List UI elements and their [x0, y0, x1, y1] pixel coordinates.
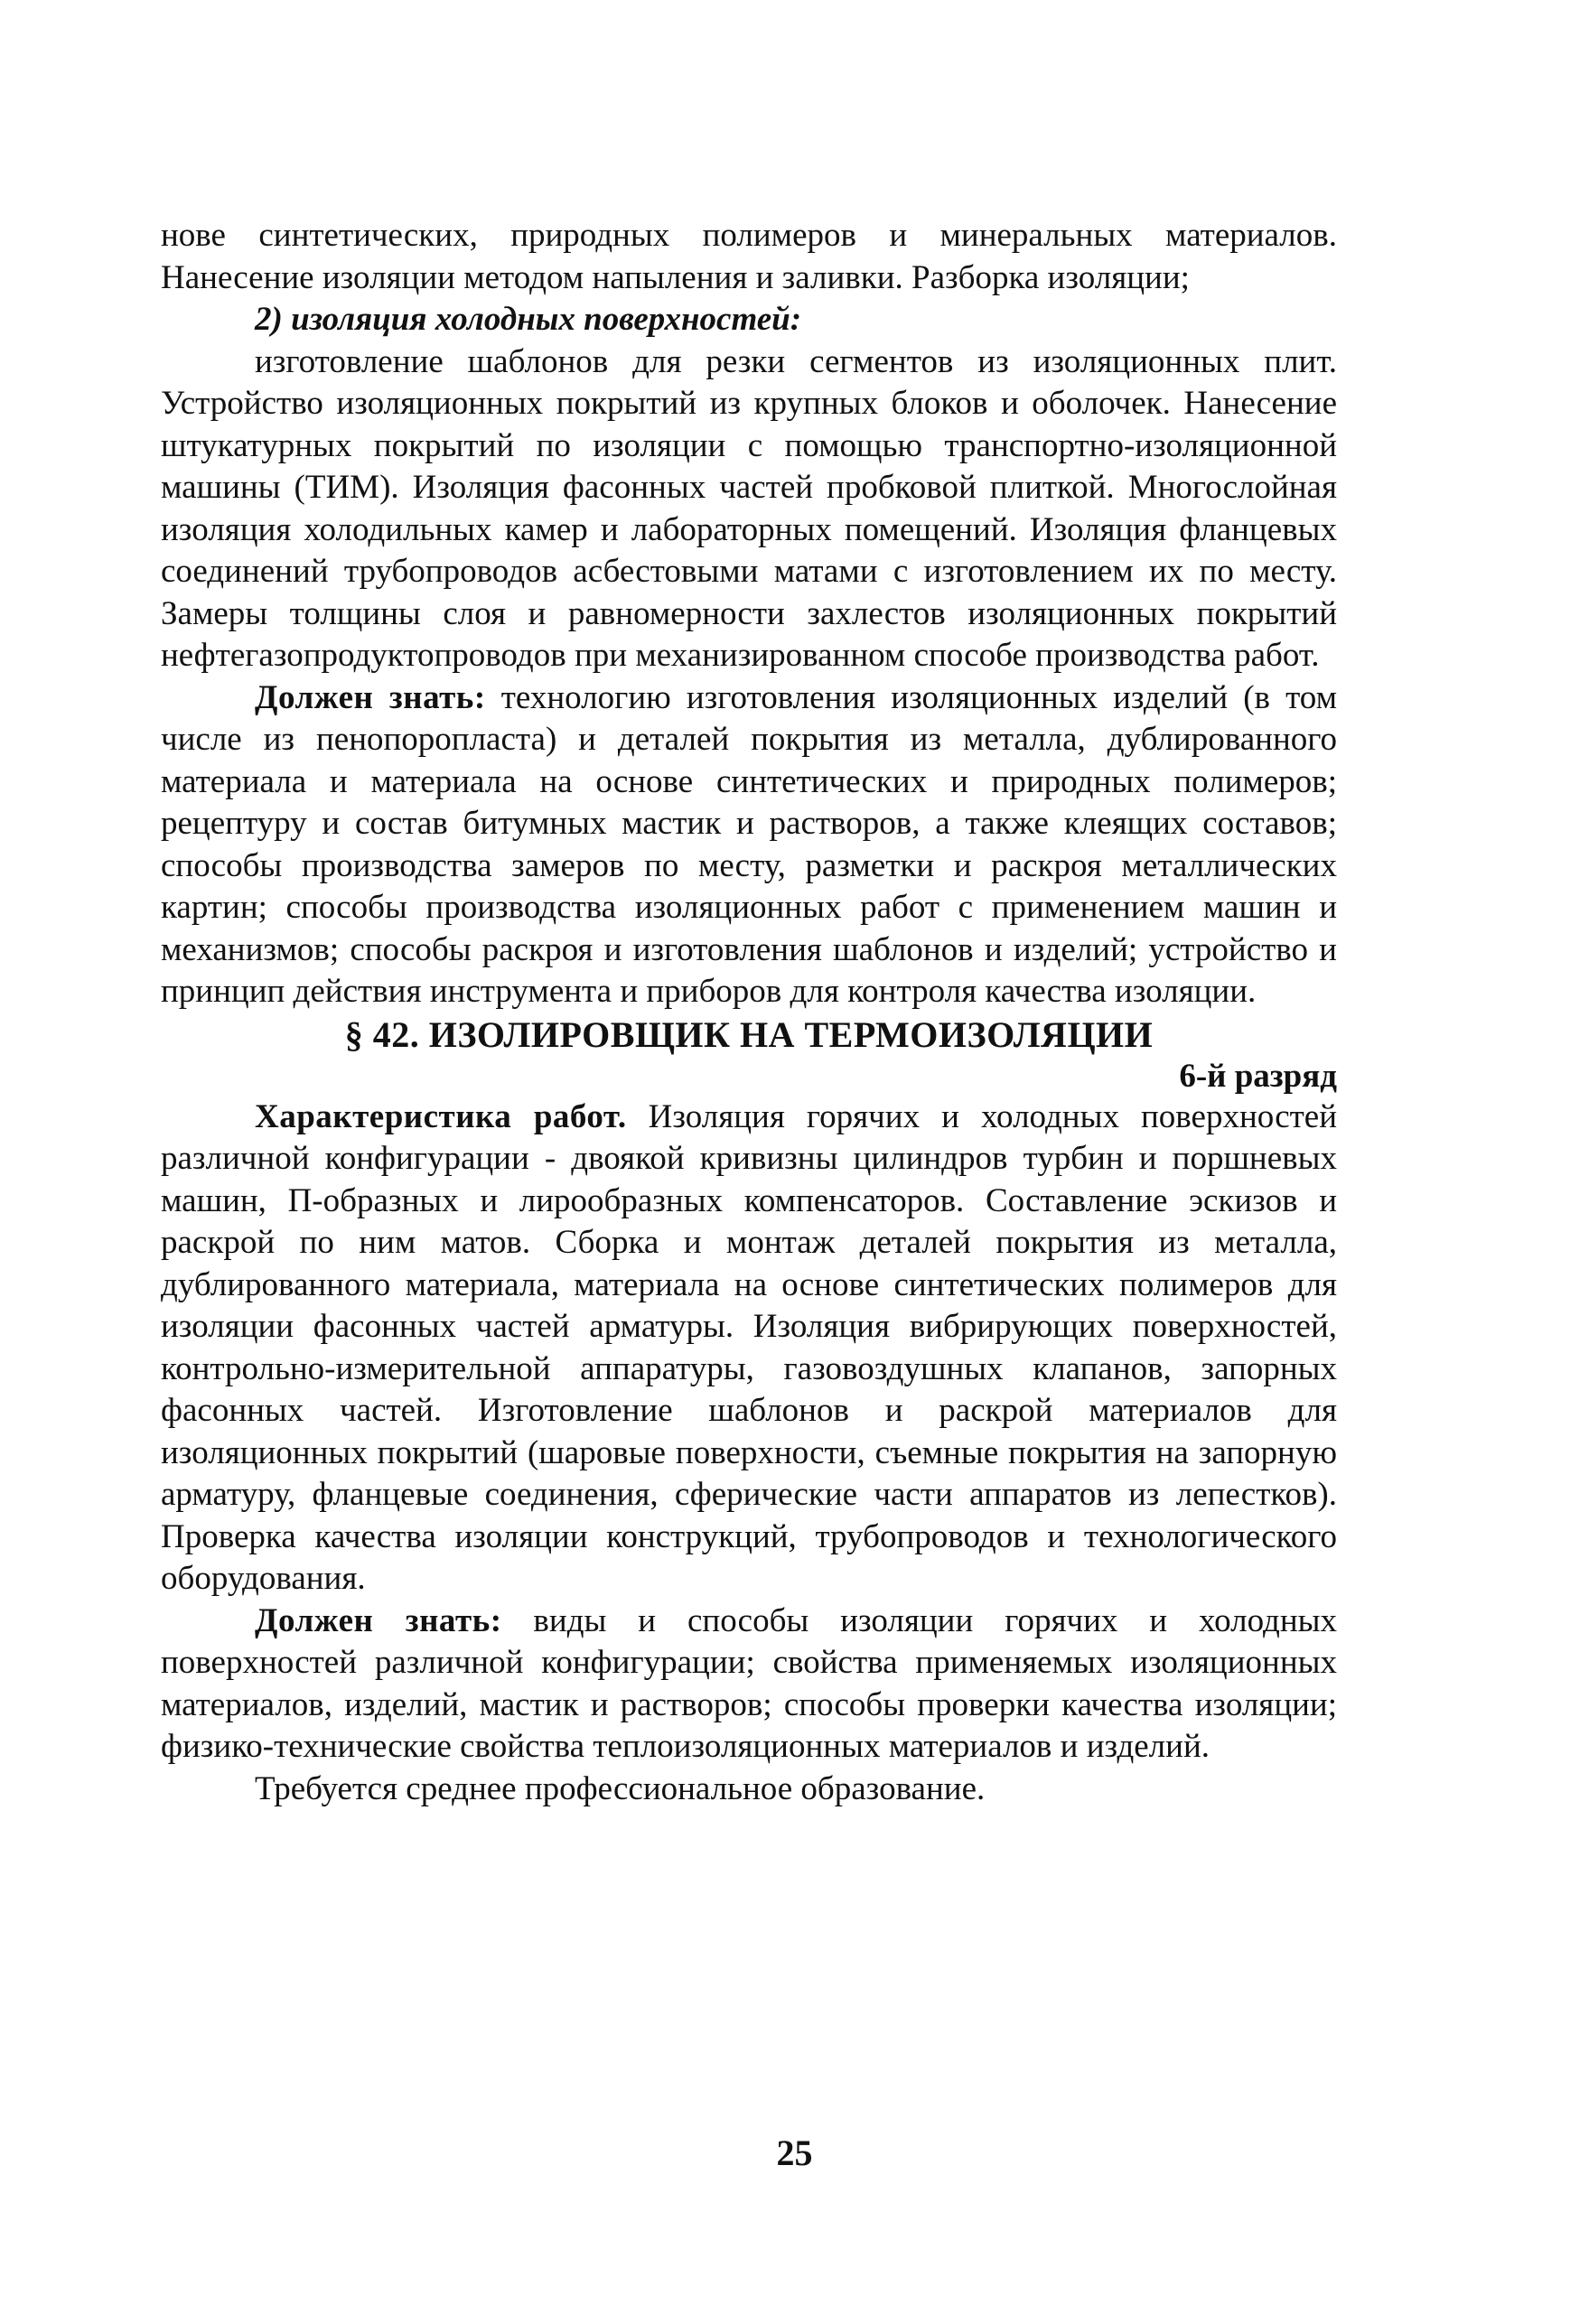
cold-surfaces-heading: [161, 299, 1337, 341]
must-know-text-2: виды и способы изоляции горячих и холодных поверхностей различной конфигурации; свойства применяемых изоляционных материалов, изделий, мастик и растворов; способы проверки качества изоляции; физико-технические свойства теплоизоляционных материалов и изделий.: [161, 1601, 1337, 1765]
must-know-paragraph-2: [161, 1601, 1337, 1769]
work-characteristics-paragraph: [161, 1097, 1337, 1601]
must-know-label-2: Должен знать:: [255, 1601, 502, 1639]
continuation-paragraph: нове синтетических, природных полимеров и минеральных материалов. Нанесение изоляции методом напыления и заливки. Разборка изоляции;: [161, 217, 1337, 296]
work-characteristics-label: Характеристика работ.: [255, 1097, 627, 1135]
page-body: [161, 215, 1337, 1810]
grade-label: 6-й разряд: [1179, 1057, 1337, 1095]
must-know-paragraph-1: [161, 677, 1337, 1013]
page-number: 25: [776, 2133, 813, 2173]
cold-surfaces-heading-text: 2) изоляция холодных поверхностей:: [255, 301, 802, 338]
section-title: § 42. ИЗОЛИРОВЩИК НА ТЕРМОИЗОЛЯЦИИ: [344, 1013, 1154, 1055]
must-know-text-1: технологию изготовления изоляционных изделий (в том числе из пенопоропласта) и деталей покрытия из металла, дублированного материала и материала на основе синтетических и природных полимеров; рецептуру и состав битумных мастик и растворов, а также клеящих составов; способы производства замеров по месту, разметки и раскроя металлических картин; способы производства изоляционных работ с применением машин и механизмов; способы раскроя и изготовления шаблонов и изделий; устройство и принцип действия инструмента и приборов для контроля качества изоляции.: [161, 678, 1337, 1010]
must-know-label-1: Должен знать:: [255, 678, 486, 716]
work-characteristics-text: Изоляция горячих и холодных поверхностей различной конфигурации - двоякой кривизны цилиндров турбин и поршневых машин, П-образных и лирообразных компенсаторов. Составление эскизов и раскрой по ним матов. Сборка и монтаж деталей покрытия из металла, дублированного материала, материала на основе синтетических полимеров для изоляции фасонных частей арматуры. Изоляция вибрирующих поверхностей, контрольно-измерительной аппаратуры, газовоздушных клапанов, запорных фасонных частей. Изготовление шаблонов и раскрой материалов для изоляционных покрытий (шаровые поверхности, съемные покрытия на запорную арматуру, фланцевые соединения, сферические части аппаратов из лепестков). Проверка качества изоляции конструкций, трубопроводов и технологического оборудования.: [161, 1097, 1338, 1597]
education-requirement: Требуется среднее профессиональное образование.: [255, 1769, 986, 1807]
cold-surfaces-paragraph: изготовление шаблонов для резки сегментов из изоляционных плит. Устройство изоляционных покрытий из крупных блоков и оболочек. Нанесение штукатурных покрытий по изоляции с помощью транспортно-изоляционной машины (ТИМ). Изоляция фасонных частей пробковой плиткой. Многослойная изоляция холодильных камер и лабораторных помещений. Изоляция фланцевых соединений трубопроводов асбестовыми матами с изготовлением их по месту. Замеры толщины слоя и равномерности захлестов изоляционных покрытий нефтегазопродуктопроводов при механизированном способе производства работ.: [161, 342, 1337, 674]
